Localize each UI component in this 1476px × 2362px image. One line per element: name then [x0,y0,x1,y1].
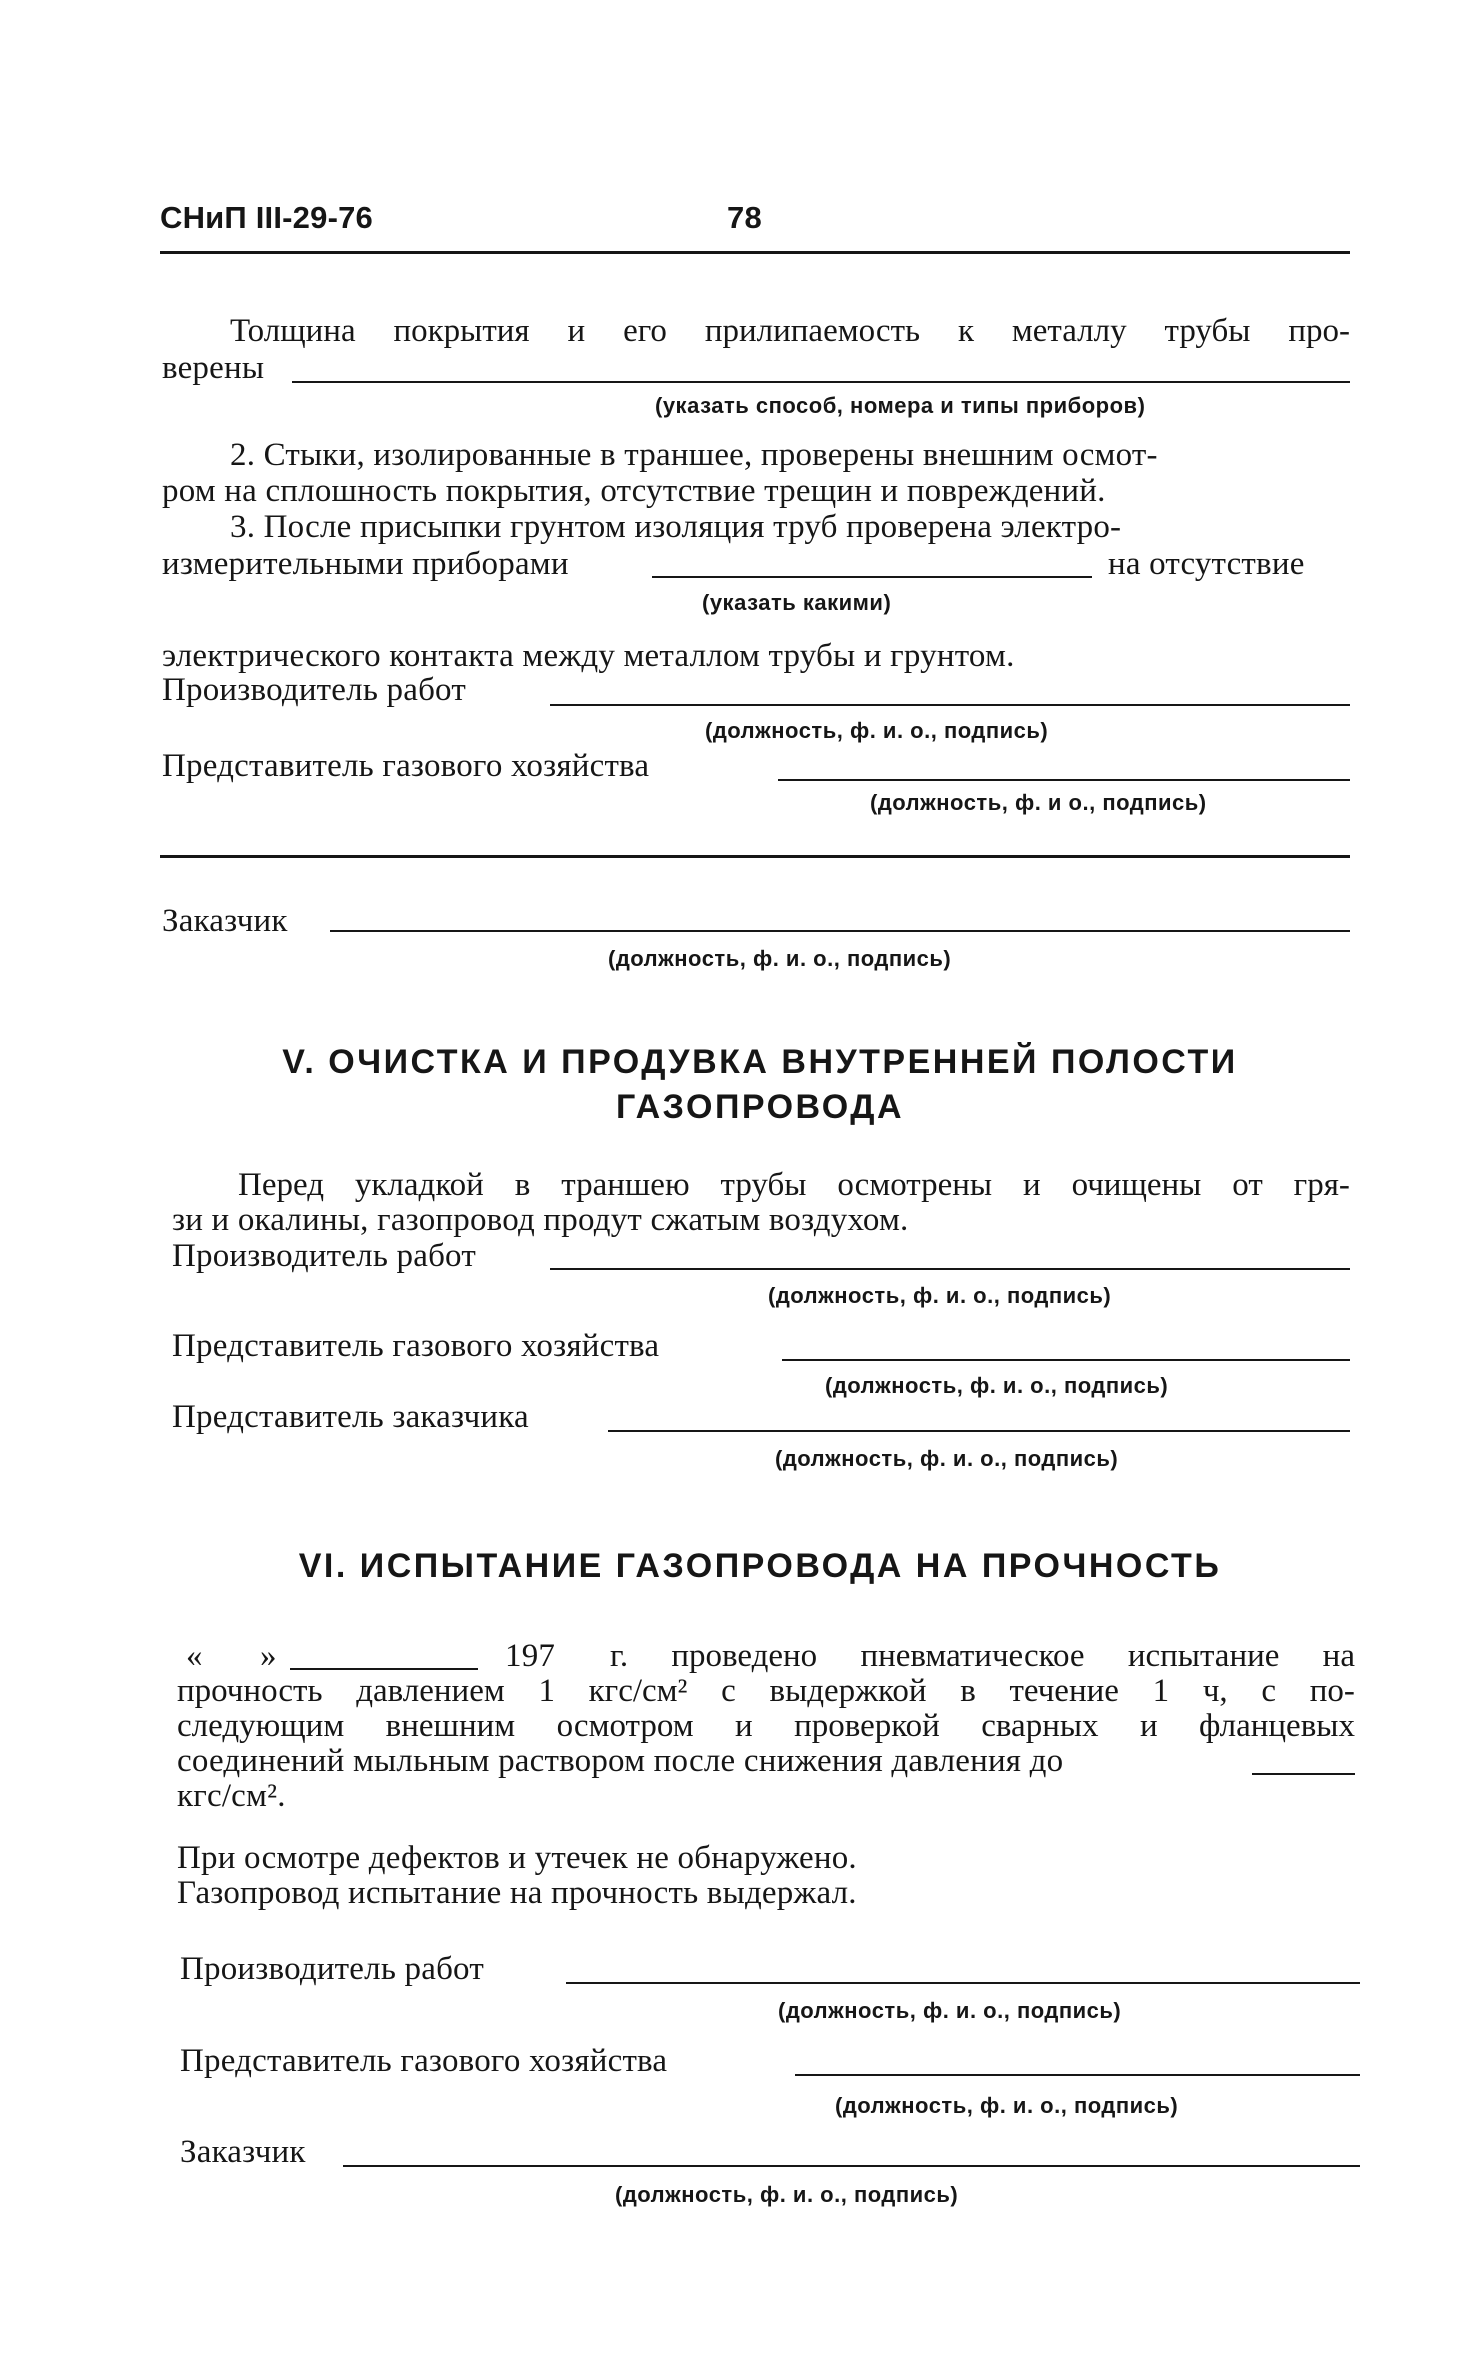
sec6-customer-label: Заказчик [180,2134,306,2170]
sec5-cap-rep: (должность, ф. и. о., подпись) [775,1446,1119,1471]
passed-text: Газопровод испытание на прочность выдержал. [177,1875,857,1911]
sec5-rep-label: Представитель заказчика [172,1399,529,1435]
sec5-producer-line[interactable] [550,1268,1350,1270]
sec6-producer-label: Производитель работ [180,1951,484,1987]
sec4-cap-gas: (должность, ф. и о., подпись) [870,790,1207,815]
sec4-gas-label: Представитель газового хозяйства [162,748,650,784]
sec5-gas-line[interactable] [782,1359,1350,1361]
sec4-p3-line2a: измерительными приборами [162,546,569,582]
sec4-cap-customer: (должность, ф. и. о., подпись) [608,946,952,971]
sec4-p1-line2: верены [162,350,265,386]
sec6-customer-line[interactable] [343,2165,1360,2167]
sec4-p3-line2b: на отсутствие [1108,546,1305,582]
cap-which: (указать какими) [702,590,892,615]
sec4-producer-label: Производитель работ [162,672,466,708]
document-code: СНиП III-29-76 [160,200,373,235]
sec6-title: VI. ИСПЫТАНИЕ ГАЗОПРОВОДА НА ПРОЧНОСТЬ [298,1547,1222,1585]
sec4-customer-label: Заказчик [162,903,288,939]
sec4-p2-line1: 2. Стыки, изолированные в траншее, проверены внешним осмот- [230,437,1158,473]
sec4-p3-line3: электрического контакта между металлом трубы и грунтом. [162,638,1015,674]
no-defects-text: При осмотре дефектов и утечек не обнаружено. [177,1840,857,1876]
date-close-quote: » [260,1638,277,1674]
sec5-p-line2: зи и окалины, газопровод продут сжатым воздухом. [172,1202,909,1238]
sec6-line4: соединений мыльным раствором после снижения давления до [177,1743,1064,1779]
sec4-customer-line[interactable] [330,930,1350,932]
sec6-gas-line[interactable] [795,2074,1360,2076]
sec6-line2: прочность давлением 1 кгс/см² с выдержкой в течение 1 ч, с по- [177,1673,1355,1709]
cap-method: (указать способ, номера и типы приборов) [655,393,1146,418]
sec6-line1-rest: г. проведено пневматическое испытание на [610,1638,1355,1674]
pressure-line[interactable] [1252,1773,1355,1775]
sec6-producer-line[interactable] [566,1982,1360,1984]
page-number: 78 [727,200,762,235]
sec4-producer-line[interactable] [550,704,1350,706]
sec6-gas-label: Представитель газового хозяйства [180,2043,668,2079]
date-open-quote: « [186,1638,203,1674]
date-line[interactable] [290,1668,478,1670]
section-divider [160,855,1350,858]
sec5-producer-label: Производитель работ [172,1238,476,1274]
sec5-cap-gas: (должность, ф. и. о., подпись) [825,1373,1169,1398]
sec5-title-line1: V. ОЧИСТКА И ПРОДУВКА ВНУТРЕННЕЙ ПОЛОСТИ [282,1043,1238,1081]
sec4-p1-line1: Толщина покрытия и его прилипаемость к металлу трубы про- [230,313,1350,349]
sec5-title-line2: ГАЗОПРОВОДА [615,1088,905,1126]
sec4-cap-producer: (должность, ф. и. о., подпись) [705,718,1049,743]
sec5-p-line1: Перед укладкой в траншею трубы осмотрены и очищены от гря- [238,1167,1350,1203]
instruments-line[interactable] [652,576,1092,578]
sec4-p3-line1: 3. После присыпки грунтом изоляция труб проверена электро- [230,509,1122,545]
method-line[interactable] [292,381,1350,383]
sec6-cap-gas: (должность, ф. и. о., подпись) [835,2093,1179,2118]
sec4-p2-line2: ром на сплошность покрытия, отсутствие трещин и повреждений. [162,473,1106,509]
header-rule [160,251,1350,254]
sec4-gas-line[interactable] [778,779,1350,781]
sec6-line5: кгс/см². [177,1778,286,1814]
sec5-rep-line[interactable] [608,1430,1350,1432]
sec6-cap-customer: (должность, ф. и. о., подпись) [615,2182,959,2207]
sec6-line3: следующим внешним осмотром и проверкой сварных и фланцевых [177,1708,1355,1744]
sec5-cap-producer: (должность, ф. и. о., подпись) [768,1283,1112,1308]
sec5-gas-label: Представитель газового хозяйства [172,1328,660,1364]
sec6-cap-producer: (должность, ф. и. о., подпись) [778,1998,1122,2023]
year: 197 [505,1638,556,1674]
